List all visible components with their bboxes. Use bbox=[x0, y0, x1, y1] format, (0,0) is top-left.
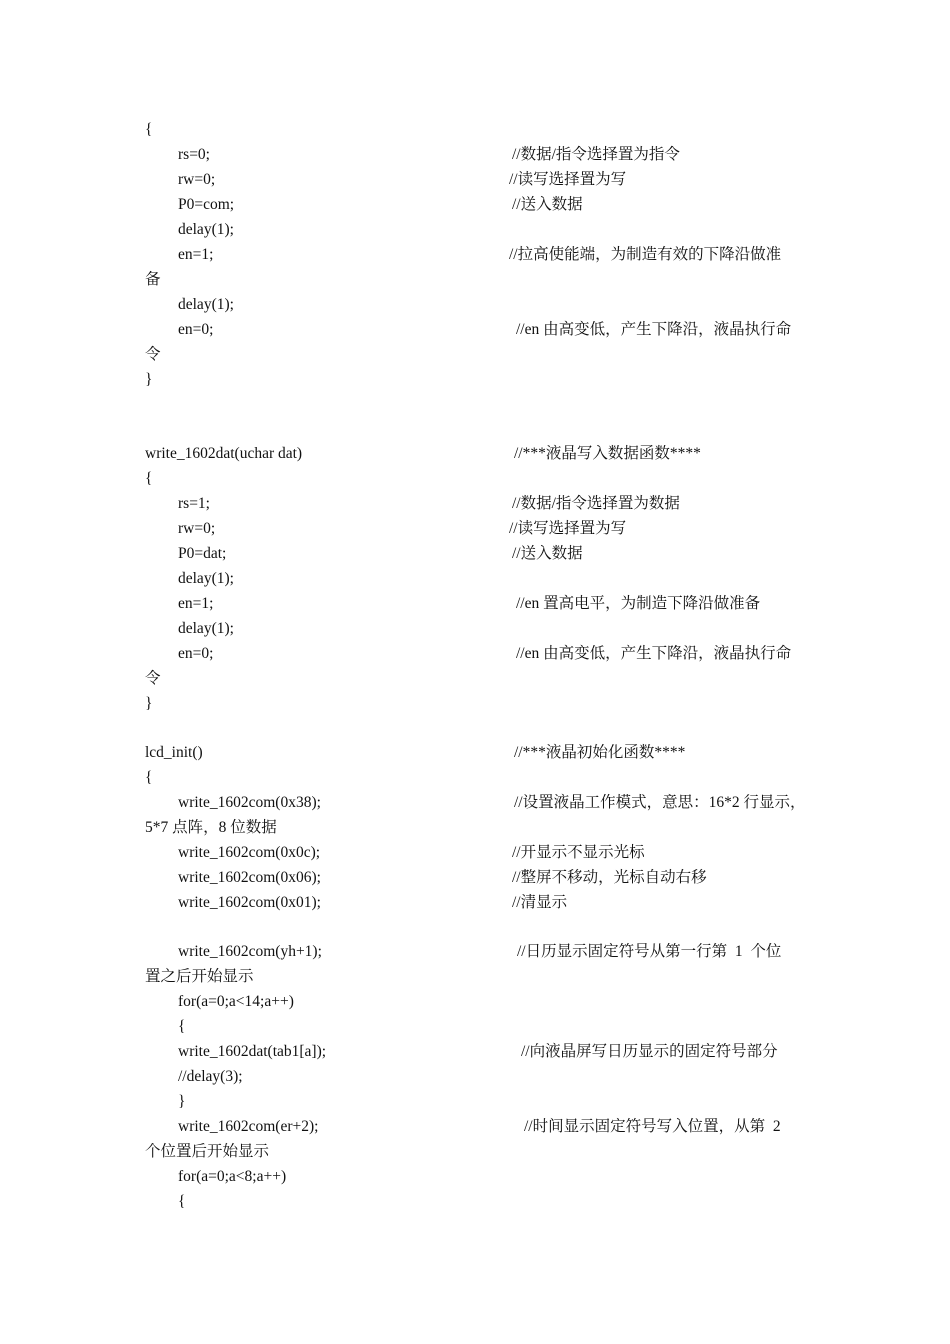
code-text: en=0; bbox=[178, 321, 214, 338]
code-comment: //en 置高电平，为制造下降沿做准备 bbox=[516, 595, 761, 612]
code-line bbox=[0, 1139, 950, 1164]
code-line bbox=[0, 740, 950, 765]
code-line bbox=[0, 1189, 950, 1214]
code-comment: //时间显示固定符号写入位置，从第 2 bbox=[524, 1118, 781, 1135]
code-comment: //送入数据 bbox=[512, 196, 583, 213]
code-line bbox=[0, 142, 950, 167]
code-line bbox=[0, 516, 950, 541]
code-line bbox=[0, 192, 950, 217]
code-line bbox=[0, 641, 950, 666]
code-line bbox=[0, 790, 950, 815]
code-text: 令 bbox=[145, 670, 161, 687]
code-line bbox=[0, 964, 950, 989]
code-text: write_1602com(0x0c); bbox=[178, 844, 321, 861]
code-line bbox=[0, 491, 950, 516]
code-text: rs=1; bbox=[178, 495, 210, 512]
code-line bbox=[0, 466, 950, 491]
code-line bbox=[0, 1164, 950, 1189]
code-text: { bbox=[178, 1193, 186, 1210]
code-comment: //日历显示固定符号从第一行第 1 个位 bbox=[517, 943, 782, 960]
code-text: } bbox=[178, 1093, 186, 1110]
code-text: //delay(3); bbox=[178, 1068, 243, 1085]
code-text: write_1602dat(uchar dat) bbox=[145, 445, 303, 462]
code-text: rs=0; bbox=[178, 146, 210, 163]
code-line bbox=[0, 217, 950, 242]
code-line bbox=[0, 1089, 950, 1114]
code-text: write_1602com(0x38); bbox=[178, 794, 321, 811]
code-line bbox=[0, 541, 950, 566]
code-comment: //拉高使能端，为制造有效的下降沿做准 bbox=[509, 246, 782, 263]
code-line bbox=[0, 367, 950, 392]
code-line bbox=[0, 566, 950, 591]
code-comment: //en 由高变低，产生下降沿，液晶执行命 bbox=[516, 645, 792, 662]
code-text: { bbox=[145, 121, 153, 138]
code-comment: //开显示不显示光标 bbox=[512, 844, 645, 861]
code-line bbox=[0, 691, 950, 716]
code-line bbox=[0, 890, 950, 915]
code-line bbox=[0, 616, 950, 641]
code-comment: //设置液晶工作模式，意思：16*2 行显示， bbox=[514, 794, 806, 811]
code-text: delay(1); bbox=[178, 296, 234, 313]
code-comment: //向液晶屏写日历显示的固定符号部分 bbox=[521, 1043, 778, 1060]
code-text: } bbox=[145, 695, 153, 712]
code-text: P0=com; bbox=[178, 196, 235, 213]
code-text: 个位置后开始显示 bbox=[145, 1143, 270, 1160]
code-line bbox=[0, 242, 950, 267]
code-line bbox=[0, 591, 950, 616]
code-text: { bbox=[178, 1018, 186, 1035]
code-line bbox=[0, 865, 950, 890]
code-text: write_1602com(0x01); bbox=[178, 894, 321, 911]
code-line bbox=[0, 939, 950, 964]
code-text: 5*7 点阵，8 位数据 bbox=[145, 819, 277, 836]
code-text: for(a=0;a<14;a++) bbox=[178, 993, 294, 1010]
code-line bbox=[0, 317, 950, 342]
code-line bbox=[0, 1064, 950, 1089]
code-text: write_1602com(yh+1); bbox=[178, 943, 322, 960]
code-line bbox=[0, 1014, 950, 1039]
code-line bbox=[0, 840, 950, 865]
code-comment: //整屏不移动，光标自动右移 bbox=[512, 869, 707, 886]
code-text: write_1602com(0x06); bbox=[178, 869, 321, 886]
code-text: { bbox=[145, 769, 153, 786]
code-line bbox=[0, 1114, 950, 1139]
code-text: 令 bbox=[145, 346, 161, 363]
code-text: en=0; bbox=[178, 645, 214, 662]
code-line bbox=[0, 342, 950, 367]
code-line bbox=[0, 815, 950, 840]
code-line bbox=[0, 666, 950, 691]
code-comment: //读写选择置为写 bbox=[509, 520, 627, 537]
code-line bbox=[0, 989, 950, 1014]
code-line bbox=[0, 292, 950, 317]
code-text: rw=0; bbox=[178, 171, 216, 188]
code-line bbox=[0, 765, 950, 790]
code-text: delay(1); bbox=[178, 620, 234, 637]
code-text: P0=dat; bbox=[178, 545, 227, 562]
code-text: write_1602com(er+2); bbox=[178, 1118, 319, 1135]
code-text: delay(1); bbox=[178, 570, 234, 587]
code-comment: //清显示 bbox=[512, 894, 568, 911]
code-comment: //en 由高变低，产生下降沿，液晶执行命 bbox=[516, 321, 792, 338]
code-text: delay(1); bbox=[178, 221, 234, 238]
code-text: write_1602dat(tab1[a]); bbox=[178, 1043, 327, 1060]
code-text: en=1; bbox=[178, 595, 214, 612]
code-line bbox=[0, 1039, 950, 1064]
code-text: for(a=0;a<8;a++) bbox=[178, 1168, 287, 1185]
code-text: { bbox=[145, 470, 153, 487]
code-comment: //数据/指令选择置为数据 bbox=[512, 495, 680, 512]
code-text: lcd_init() bbox=[145, 744, 203, 761]
code-text: rw=0; bbox=[178, 520, 216, 537]
code-line bbox=[0, 267, 950, 292]
code-comment: //***液晶初始化函数**** bbox=[514, 744, 686, 761]
code-text: en=1; bbox=[178, 246, 214, 263]
code-line bbox=[0, 167, 950, 192]
code-comment: //***液晶写入数据函数**** bbox=[514, 445, 701, 462]
code-line bbox=[0, 117, 950, 142]
code-comment: //送入数据 bbox=[512, 545, 583, 562]
code-comment: //数据/指令选择置为指令 bbox=[512, 146, 680, 163]
code-text: } bbox=[145, 371, 153, 388]
code-line bbox=[0, 441, 950, 466]
code-comment: //读写选择置为写 bbox=[509, 171, 627, 188]
code-text: 置之后开始显示 bbox=[145, 968, 254, 985]
code-text: 备 bbox=[145, 271, 161, 288]
